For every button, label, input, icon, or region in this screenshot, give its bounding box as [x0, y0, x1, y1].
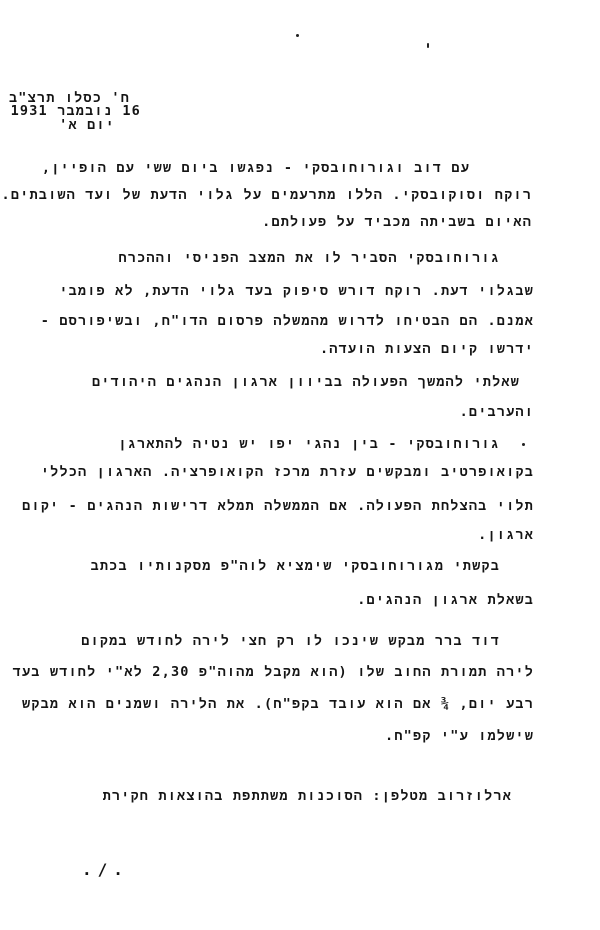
body-line: בקשתי מגורוחובסקי שימציא לוה"פ מסקנותיו בכתב — [90, 558, 500, 574]
body-line: ידרשו קיום הצעות הועדה. — [319, 341, 534, 357]
body-line: אמנם. הם הבטיחו לדרוש מהמשלה פרסום הדו"ח, ובשיפורסם - — [40, 313, 534, 329]
header-weekday: יום א' — [59, 117, 115, 133]
header-hebrew-date: ח' כסלו תרצ"ב — [8, 90, 130, 106]
body-line: ארגון. — [478, 527, 534, 543]
scan-speck — [296, 34, 299, 37]
body-line: רוקח וסוקובסקי. הללו מתרעמים על גלוי הדעת של ועד השובתים. — [1, 187, 532, 203]
page-continuation-mark: ./. — [82, 860, 129, 879]
body-line: עם דוב וגורוחובסקי - נפגשו ביום ששי עם הופיין, — [41, 160, 470, 176]
body-line: והערבים. — [459, 404, 534, 420]
body-line: האיום בשביתה מכביד על פעולתם. — [262, 214, 532, 230]
body-line: בקואופרטיב ומבקשים עזרת מרכז הקואופרציה. הארגון הכללי — [40, 464, 534, 480]
body-line: שאלתי להמשך הפעולה בביוון ארגון הנהגים היהודים — [91, 374, 520, 390]
body-line: גורוחובסקי - בין נהגי יפו יש נטיה להתארגן — [118, 436, 500, 452]
body-line: שישלמו ע"י קפ"ח. — [385, 728, 534, 744]
header-gregorian-date: 16 נובמבר 1931 — [10, 103, 141, 119]
body-line: שבגלוי דעת. רוקח דורש סיפוק בעד גלוי הדעת, לא פומבי — [59, 283, 534, 299]
body-line: גורוחובסקי הסביר לו את המצב הפניסי וההכרח — [118, 250, 500, 266]
scan-speck — [522, 443, 525, 446]
body-line: דוד ברר מבקש שינכו לו רק חצי לירה לחודש במקום — [81, 633, 500, 649]
scan-speck — [427, 43, 429, 48]
body-line: בשאלת ארגון הנהגים. — [357, 592, 534, 608]
body-line: ארלוזרוב מטלפן: הסוכנות משתתפת בהוצאות חקירת — [102, 788, 512, 804]
body-line: תלוי בהצלחת הפעולה. אם הממשלה תמלא דרישות הנהגים - יקום — [22, 498, 534, 514]
body-line: לירה תמורת החוב שלו (הוא מקבל מהוה"פ 2,30 לא"י לחודש בעד — [12, 664, 534, 680]
body-line: רבע יום, ¾ אם הוא עובד בקפ"ח). את הלירה ושמנים הוא מבקש — [22, 696, 534, 712]
